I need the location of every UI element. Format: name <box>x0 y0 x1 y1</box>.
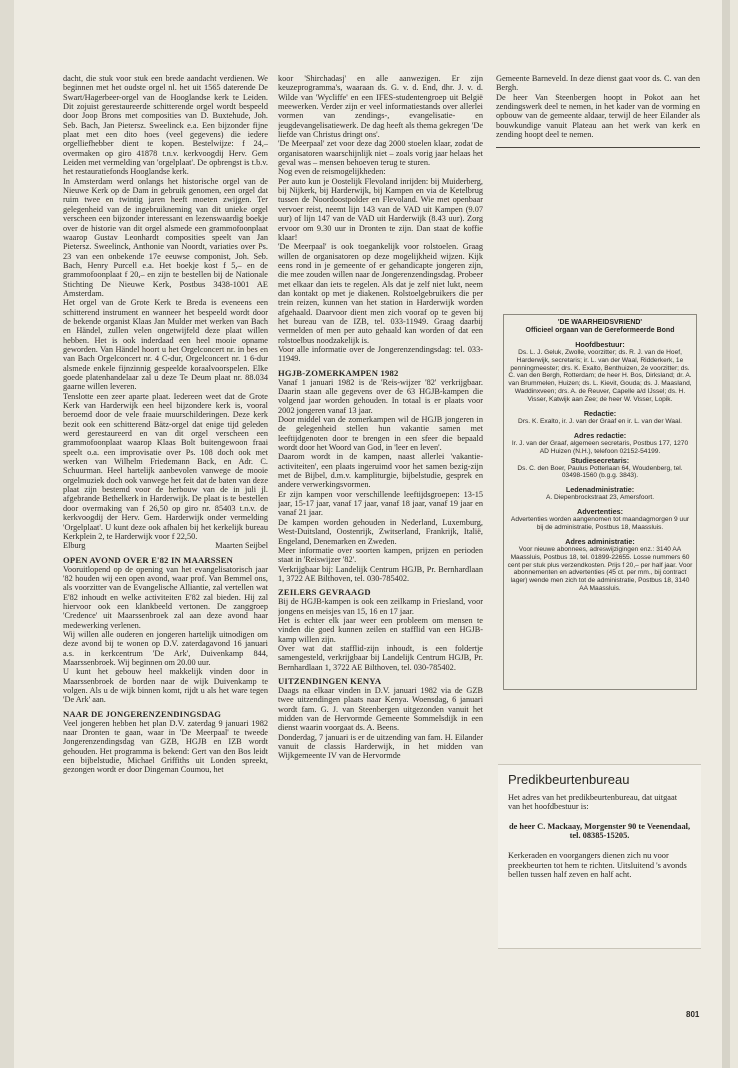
masthead-subtitle: Officieel orgaan van de Gereformeerde Bond <box>525 326 675 334</box>
column-end-rule <box>496 147 700 148</box>
predikbeurten-intro: Het adres van het predikbeurtenbureau, dat uitgaat van het hoofdbestuur is: <box>508 792 678 812</box>
masthead-text: Ds. C. den Boer, Paulus Potterlaan 64, Woudenberg, tel. 03498-1560 (b.g.g. 3843). <box>517 464 683 480</box>
article-paragraph: koor 'Shirchadasj' en alle aanwezigen. Er zijn keuzeprogramma's, waaraan ds. G. v. d. End, dhr. J. v. d. Wilde van 'Wycliffe' en een IFES-studentengroep uit België meewerken. Verder zijn er veel informatiestands over allerlei vormen van zendings-, evangelisatie- en jeugdevangelisatiewerk. De dag heeft als thema gekregen 'De liefde van Christus dringt ons'. <box>278 74 483 140</box>
article-paragraph: De heer Van Steenbergen hoopt in Pokot aan het zendingswerk deel te nemen, in het kader van de vorming en opbouw van de gemeente aldaar, terwijl de heer Eilander als bouwkundige vanuit Plateau aan het werk van kerk en zending hoopt deel te nemen. <box>496 92 700 140</box>
masthead-heading: Studiesecretaris: <box>570 455 630 465</box>
section-heading: NAAR DE JONGERENZENDINGSDAG <box>63 708 222 719</box>
article-paragraph: Wij willen alle ouderen en jongeren hartelijk uitnodigen om deze avond bij te wonen op D.V. zaterdagavond 16 januari a.s. in kerkcentrum 'De Ark', Duivenkamp 844, Maarssenbroek. Wij beginnen om 20.00 uur. <box>63 629 268 667</box>
masthead-heading: Redactie: <box>583 409 617 419</box>
signature-name: Maarten Seijbel <box>215 541 268 551</box>
article-paragraph: Het orgel van de Grote Kerk te Breda is eveneens een schitterend instrument en wanneer het bespeeld wordt door de bekende organist Klaas Jan Mulder met werken van Bach en Händel, zullen velen ongetwijfeld deze plaat willen hebben. Het is ook inderdaad een heel mooie opname geworden. Van Händel hoort u het Orgelconcert nr. in bes en van Bach Orgelconcert nr. 4 C-dur, Orgelconcert nr. 1 6-dur alsmede enkele fijnzinnig gespeelde koraalvoorspelen. Elke goede platenhandelaar zal u deze Te Deum plaat nr. 88.034 gaarne willen leveren. <box>63 298 268 392</box>
article-paragraph: De kampen worden gehouden in Nederland, Luxemburg, West-Duitsland, Oostenrijk, Zwitserland, Frankrijk, Italië, Engeland, Denemarken en Zweden. <box>278 517 483 546</box>
masthead-text: Ds. L. J. Geluk, Zwolle, voorzitter; ds. R. J. van de Hoef, Harderwijk, secretaris; ir. L. van der Waal, Ridderkerk, 1e penningmeester; drs. K. Exalto, Benthuizen, 2e voorzitter; ds. C. van den Bergh, Rotterdam; de heer H. Bos, Dirksland; dr. A. van Brummelen, Huizen; ds. L. Kievit, Gouda; ds. J. Maasland, Waddinxveen; drs. A. de Reuver, Capelle a/d IJssel; ds. H. Visser, Katwijk aan Zee; de heer W. Visser, Lopik. <box>508 348 692 404</box>
section-heading: ZEILERS GEVRAAGD <box>278 587 371 598</box>
article-paragraph: Nog even de reismogelijkheden: <box>278 167 386 177</box>
masthead-heading: Ledenadministratie: <box>565 485 635 495</box>
article-paragraph: Tenslotte een zeer aparte plaat. Iedereen weet dat de Grote Kerk van Harderwijk een heel bijzondere kerk is, vooral beroemd door de vele fraaie muurschilderingen. Deze kerk bezit ook een schitterend Bätz-orgel dat enige tijd geleden werd gerestaureerd en van dit orgel verscheen een grammofoonplaat waarop Klaas Bolt buitengewoon fraai speelt o.a. een improvisatie over Ps. 108 doch ook met werken van Wilhelm Friedemann Back, en Adr. C. Schuurman. Heel hartelijk aanbevolen vanwege de mooie orgelmuziek doch ook vanwege het feit dat de baten van deze plaat zijn bestemd voor de herbouw van de in juli jl. afgebrande Bethelkerk in Harderwijk. De plaat is te bestellen door overmaking van f 26,50 op giro nr. 85403 t.n.v. de kerkvoogdij der Herv. Gem. Harderwijk onder vermelding 'Orgelplaat'. U kunt deze ook afhalen bij het kerkelijk bureau Kerkplein 2, te Harderwijk voor f 22,50. <box>63 391 268 541</box>
article-paragraph: Het is echter elk jaar weer een probleem om mensen te vinden die goed kunnen zeilen en stafflid van een HGJB-kamp willen zijn. <box>278 615 483 644</box>
article-paragraph: 'De Meerpaal' is ook toegankelijk voor rolstoelen. Graag willen de organisatoren op deze mogelijkheid wijzen. Kijk eens rond in je gemeente of er gehandicapte jongeren zijn, die mee zouden willen naar de Jongerenzendingsdag. Probeer met elkaar dan iets te regelen. Als dat je zelf niet lukt, neem dan kontakt op met je diakenen. Rolstoelgebruikers die per trein reizen, kunnen van het station in Harderwijk worden afgehaald. Daarvoor dient men zich vooraf op te geven bij het bureau van de IZB, tel. 033-11949. Graag daarbij vermelden of men per auto gehaald kan worden of dat een rolstoelbus noodzakelijk is. <box>278 242 483 345</box>
predikbeurten-title: Predikbeurtenbureau <box>508 772 630 787</box>
article-paragraph: Per auto kun je Oostelijk Flevoland inrijden: bij Muiderberg, bij Nijkerk, bij Harderwijk, bij Kampen en via de Ketelbrug tussen de Noordoostpolder en Flevoland. Wie met openbaar vervoer reist, neemt lijn 143 van de VAD uit Kampen (9.07 uur) of lijn 147 van de VAD uit Harderwijk (8.43 uur). Zorg ervoor om 9.30 uur in Dronten te zijn. Dan staat de koffie klaar! <box>278 176 483 242</box>
masthead-heading: Hoofdbestuur: <box>575 339 625 349</box>
masthead-text: A. Diepenbrockstraat 23, Amersfoort. <box>545 494 655 502</box>
article-paragraph: Voor alle informatie over de Jongerenzendingsdag: tel. 033-11949. <box>278 344 483 364</box>
article-paragraph: Over wat dat stafflid-zijn inhoudt, is een foldertje samengesteld, verkrijgbaar bij Landelijk Centrum HGJB, Pr. Bernhardlaan 1, 3722 AE Bilthoven, tel. 030-785402. <box>278 643 483 672</box>
masthead-text: Voor nieuwe abonnees, adreswijzigingen enz.: 3140 AA Maassluis, Postbus 18, tel. 01899-22655. Losse nummers 60 cent per stuk plus verzendkosten. Prijs f 20,– per half jaar. Voor abonnementen en advertenties (45 ct. per mm., bij contract lager) wende men zich tot de administratie, Postbus 18, 3140 AA Maassluis. <box>507 545 693 593</box>
article-paragraph: Meer informatie over soorten kampen, prijzen en perioden staat in 'Reiswijzer '82'. <box>278 545 483 565</box>
article-paragraph: Bij de HGJB-kampen is ook een zeilkamp in Friesland, voor jongens en meisjes van 15, 16 en 17 jaar. <box>278 597 483 616</box>
predikbeurten-note: Kerkeraden en voorgangers dienen zich nu voor preekbeurten tot hem te richten. Uitsluitend 's avonds bellen tussen half zeven en half acht. <box>508 850 687 880</box>
page-binding-shadow <box>0 0 14 1068</box>
masthead-text: Drs. K. Exalto, ir. J. van der Graaf en ir. L. van der Waal. <box>518 417 682 425</box>
column-left <box>63 74 268 994</box>
article-paragraph: Verkrijgbaar bij: Landelijk Centrum HGJB, Pr. Bernhardlaan 1, 3722 AE Bilthoven, tel. 030-785402. <box>278 564 483 583</box>
masthead-text: Ir. J. van der Graaf, algemeen secretaris, Postbus 177, 1270 AD Huizen (N.H.), telefoon 02152-54199. <box>511 439 689 455</box>
masthead-heading: Adres redactie: <box>573 430 627 440</box>
page-number: 801 <box>686 1010 700 1019</box>
signature-place: Elburg <box>63 541 86 551</box>
masthead-box <box>503 314 697 690</box>
article-paragraph: dacht, die stuk voor stuk een brede aandacht verdienen. We beginnen met het oudste orgel nl. het uit 1565 daterende De Swart/Hagerbeer-orgel van de Hooglandse kerk te Leiden. Dit zojuist gerestaureerde schitterende orgel wordt bespeeld door Joop Brons met composities van D. Buxtehude, Joh. Seb. Bach, Jan Pietersz. Sweelinck e.a. Een bijzonder fijne plaat met een dito hoes (veel gegevens) die iedere orgelliefhebber dient te kopen. Bestelwijze: f 24,– overmaken op giro 41878 t.n.v. kerkvoogdij Herv. Gem Leiden met vermelding van 'orgelplaat'. De opbrengst is t.b.v. het restauratiefonds Hooglandse kerk. <box>63 74 268 177</box>
article-paragraph: U kunt het gebouw heel makkelijk vinden door in Maarssenbroek de borden naar de wijk Duivenkamp te volgen. Als u de wijk binnen komt, rijdt u als het ware tegen 'De Ark' aan. <box>63 667 268 705</box>
article-paragraph: Gemeente Barneveld. In deze dienst gaat voor ds. C. van den Bergh. <box>496 74 700 93</box>
article-paragraph: Vooruitlopend op de opening van het evangelisatorisch jaar '82 houden wij een open avond, waar prof. Van Bemmel ons, als voorzitter van de Evangelische Alliantie, zal vertellen wat E'82 inhoudt en welke activiteiten E'82 zal bieden. Hij zal hiervoor ook een klankbeeld vertonen. De zanggroep 'Credence' uit Maarssenbroek zal aan deze avond haar medewerking verlenen. <box>63 564 268 630</box>
article-paragraph: Vanaf 1 januari 1982 is de 'Reis-wijzer '82' verkrijgbaar. Daarin staan alle gegevens over de 63 HGJB-kampen die volgend jaar worden gehouden. In totaal is er plaats voor 2002 jongeren vanaf 13 jaar. <box>278 377 483 415</box>
predikbeurten-box <box>498 764 701 949</box>
article-paragraph: Door middel van de zomerkampen wil de HGJB jongeren in de gelegenheid stellen hun vakantie samen met leeftijdgenoten door te brengen in een sfeer die bepaald wordt door het Woord van God, in 'leer en leven'. <box>278 415 483 453</box>
section-heading: OPEN AVOND OVER E'82 IN MAARSSEN <box>63 554 234 565</box>
article-paragraph: 'De Meerpaal' zet voor deze dag 2000 stoelen klaar, zodat de organisatoren waarschijnlijk niet – zoals vorig jaar helaas het geval was – mensen behoeven terug te sturen. <box>278 139 483 168</box>
article-paragraph: Daags na elkaar vinden in D.V. januari 1982 via de GZB twee uitzendingen plaats naar Kenya. Woensdag, 6 januari wordt fam. G. J. van Steenbergen uitgezonden vanuit het midden van de Hervormde Gemeente Sommelsdijk in een dienst waarin voorgaat ds. A. Beens. <box>278 685 483 733</box>
article-paragraph: Veel jongeren hebben het plan D.V. zaterdag 9 januari 1982 naar Dronten te gaan, waar in 'De Meerpaal' te tweede Jongerenzendingsdag van GZB, HGJB en IZB wordt gehouden. Het programma is bekend: Gert van den Bos leidt een bijbelstudie, Michael Griffiths uit Londen spreekt, gezongen wordt er door Dingeman Coumou, het <box>63 718 268 775</box>
section-heading: HGJB-ZOMERKAMPEN 1982 <box>278 367 399 378</box>
masthead-text: Advertenties worden aangenomen tot maandagmorgen 9 uur bij de administratie, Postbus 18, Maassluis. <box>510 516 690 531</box>
masthead-heading: Adres administratie: <box>565 536 635 546</box>
masthead-title: 'DE WAARHEIDSVRIEND' <box>557 319 643 326</box>
article-paragraph: Er zijn kampen voor verschillende leeftijdsgroepen: 13-15 jaar, 15-17 jaar, vanaf 17 jaar, vanaf 18 jaar, vanaf 19 jaar en vanaf 21 jaar. <box>278 489 483 518</box>
masthead-heading: Advertenties: <box>577 507 623 517</box>
column-middle <box>278 74 483 994</box>
author-signature <box>63 541 268 550</box>
article-paragraph: Daarom wordt in de kampen, naast allerlei 'vakantie-activiteiten', een plaats ingeruimd voor het samen bezig-zijn met de Bijbel, d.m.v. kampliturgie, bijbelstudie, gesprek en andere verwerkingsvormen. <box>278 452 483 490</box>
page-edge <box>722 0 730 1068</box>
article-paragraph: Donderdag, 7 januari is er de uitzending van fam. H. Eilander vanuit de classis Harderwijk, in het midden van Wijkgemeente IV van de Hervormde <box>278 732 483 761</box>
predikbeurten-address: de heer C. Mackaay, Morgenster 90 te Veenendaal, tel. 08385-15205. <box>508 821 691 841</box>
column-right <box>496 74 700 144</box>
article-paragraph: In Amsterdam werd onlangs het historische orgel van de Nieuwe Kerk op de Dam in gebruik genomen, een orgel dat ruim twee en twintig jaren heeft moeten zwijgen. Ter gelegenheid van de ingebruikneming van dit unieke orgel verscheen een bijzonder interessant en lezenswaardig boekje over de historie van dit orgel alsmede een grammofoonplaat waarop Gustav Leonhardt composities speelt van Jan Pietersz. Sweelinck, Anthonie van Noordt, variaties over Ps. 23 van een onbekende 17e eeuwse componist, Joh. Seb. Bach, Henry Purcell e.a. Het boekje kost f 5,– en de grammofoonplaat f 20,– en zijn te bestellen bij de Nationale Stichting De Nieuwe Kerk, Postbus 3438-1001 AE Amsterdam. <box>63 176 268 298</box>
section-heading: UITZENDINGEN KENYA <box>278 675 382 686</box>
